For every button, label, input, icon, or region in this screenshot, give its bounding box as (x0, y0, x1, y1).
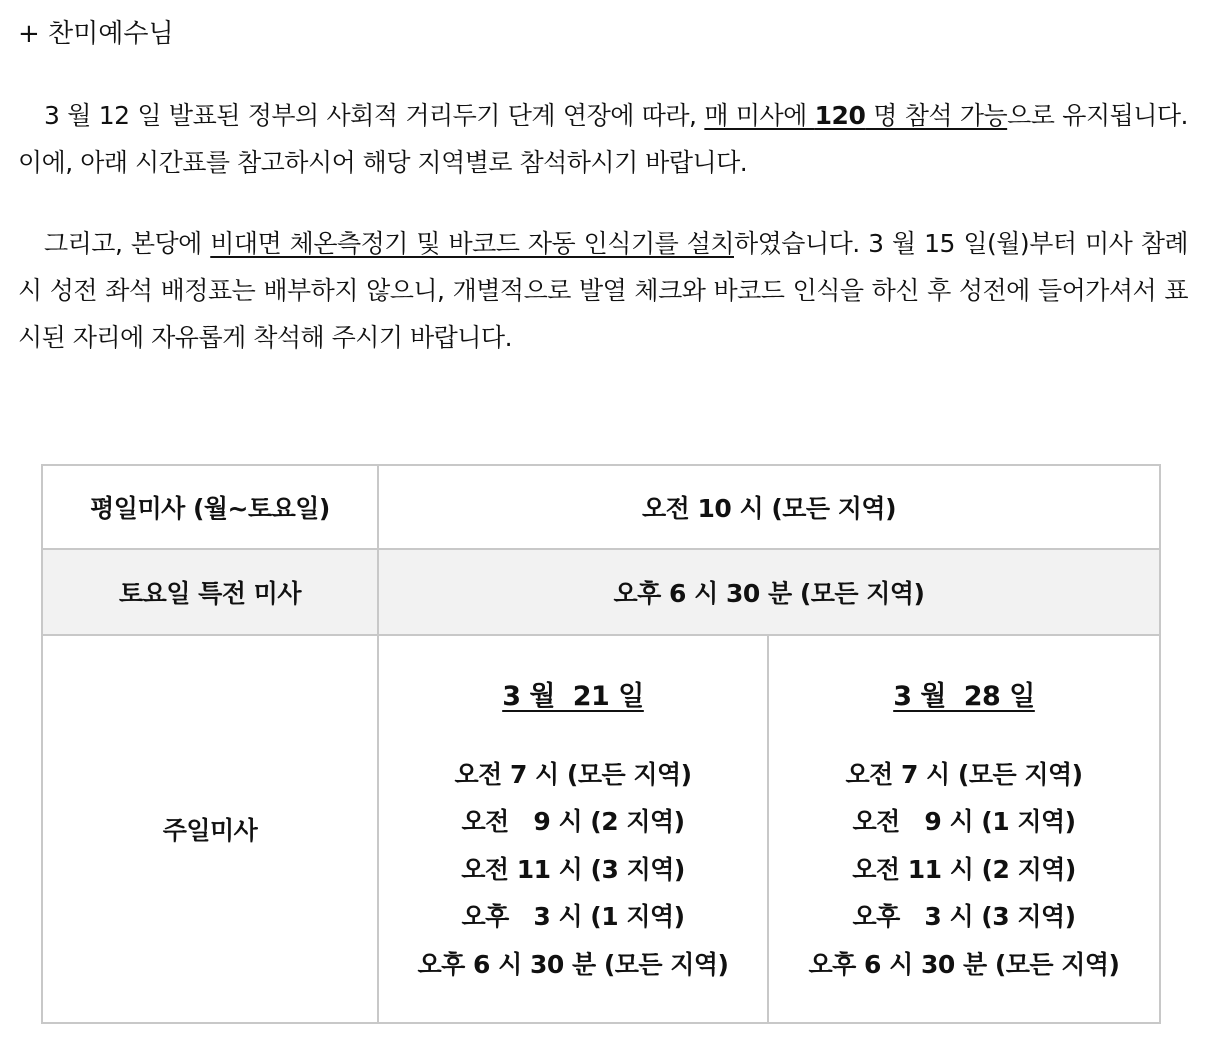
notice-paragraph-devices (18, 220, 1188, 361)
devices-highlight: 비대면 체온측정기 및 바코드 자동 인식기를 설치 (210, 229, 734, 258)
sunday-column-content (379, 670, 767, 989)
sunday-mass-time: 오전 9 시 (2 지역) (461, 807, 685, 837)
sunday-date-heading: 3 월 21 일 (502, 680, 644, 712)
sunday-date-heading: 3 월 28 일 (893, 680, 1035, 712)
sunday-column-content (769, 670, 1159, 989)
sunday-mass-time: 오전 7 시 (모든 지역) (454, 759, 692, 789)
capacity-highlight-start: 매 미사에 (704, 101, 815, 130)
sunday-column-second (768, 635, 1160, 1023)
weekday-mass-time: 오전 10 시 (모든 지역) (378, 465, 1160, 549)
sunday-mass-time: 오후 6 시 30 분 (모든 지역) (808, 949, 1120, 979)
capacity-number: 120 (814, 101, 866, 130)
notice-paragraph-capacity (18, 92, 1188, 186)
sunday-mass-time: 오전 11 시 (2 지역) (852, 854, 1076, 884)
capacity-text-outro: 으로 유지됩니다. 이에, 아래 시간표를 참고하시어 해당 지역별로 참석하시기 바랍니다. (18, 101, 1189, 177)
saturday-mass-time: 오후 6 시 30 분 (모든 지역) (378, 549, 1160, 635)
weekday-mass-label: 평일미사 (월~토요일) (42, 465, 378, 549)
mass-schedule-table (41, 464, 1161, 1024)
sunday-mass-label: 주일미사 (42, 635, 378, 1023)
devices-text-intro: 그리고, 본당에 (44, 229, 211, 258)
greeting-text: + 찬미예수님 (18, 19, 174, 49)
sunday-mass-time: 오전 7 시 (모든 지역) (845, 759, 1083, 789)
sunday-mass-time: 오전 11 시 (3 지역) (461, 854, 685, 884)
saturday-mass-label: 토요일 특전 미사 (42, 549, 378, 635)
devices-text-outro: 하였습니다. 3 월 15 일(월)부터 미사 참례시 성전 좌석 배정표는 배부하지 않으니, 개별적으로 발열 체크와 바코드 인식을 하신 후 성전에 들어가셔서 표시된 자리에 자유롭게 착석해 주시기 바랍니다. (18, 229, 1188, 352)
sunday-mass-time: 오전 9 시 (1 지역) (852, 807, 1076, 837)
saturday-mass-row (42, 549, 1160, 635)
sunday-mass-row (42, 635, 1160, 1023)
weekday-mass-row (42, 465, 1160, 549)
sunday-mass-time: 오후 6 시 30 분 (모든 지역) (417, 949, 729, 979)
sunday-mass-time: 오후 3 시 (1 지역) (461, 902, 685, 932)
capacity-highlight (704, 101, 1007, 130)
capacity-highlight-end: 명 참석 가능 (865, 101, 1008, 130)
sunday-column-first (378, 635, 768, 1023)
capacity-text-intro: 3 월 12 일 발표된 정부의 사회적 거리두기 단계 연장에 따라, (44, 101, 705, 130)
sunday-mass-time: 오후 3 시 (3 지역) (852, 902, 1076, 932)
